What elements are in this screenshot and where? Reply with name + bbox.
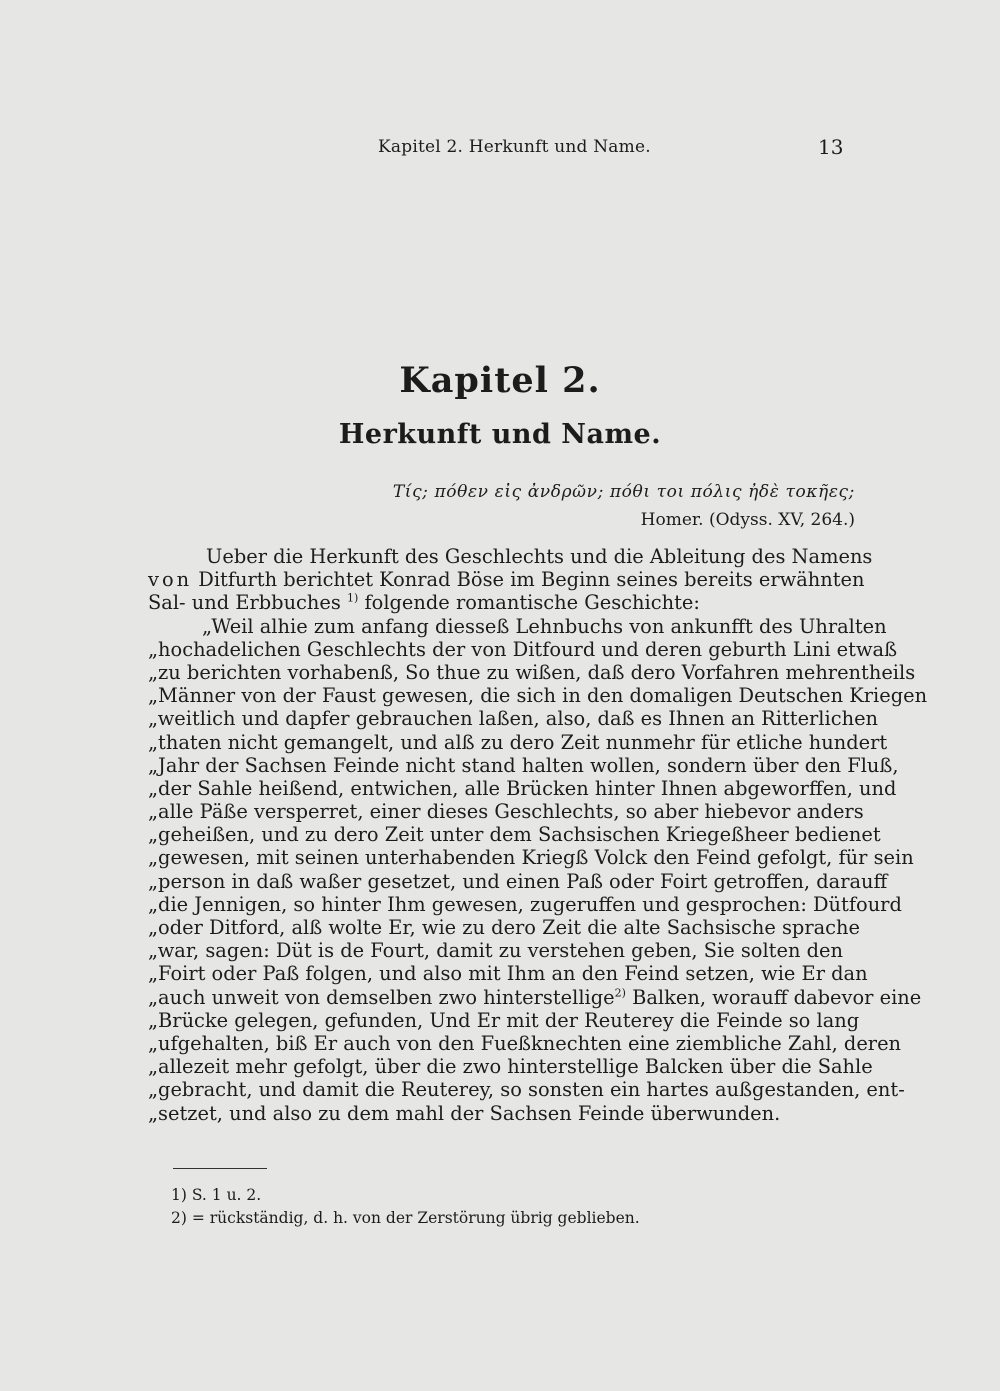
quote-line: „ufgehalten, biß Er auch von den Fueßknechten eine ziembliche Zahl, deren (148, 1031, 902, 1055)
quote-line: „zu berichten vorhabenß, So thue zu wißen, daß dero Vorfahren mehrentheils (148, 660, 916, 684)
quote-line: „alle Päße versperret, einer dieses Geschlechts, so aber hiebevor anders (148, 800, 864, 824)
quote-line: „geheißen, und zu dero Zeit unter dem Sachsischen Kriegeßheer bedienet (148, 823, 881, 847)
footnote-text: S. 1 u. 2. (191, 1186, 262, 1204)
quote-line (148, 985, 922, 1009)
running-head (0, 137, 1000, 161)
paragraph-line-text: Sal- und Erbbuches (148, 591, 341, 615)
paragraph-line: Ueber die Herkunft des Geschlechts und die Ableitung des Namens (206, 545, 873, 568)
quote-line: „weitlich und dapfer gebrauchen laßen, also, daß es Ihnen an Ritterlichen (148, 707, 879, 731)
quote-line: „Jahr der Sachsen Feinde nicht stand halten wollen, sondern über den Fluß, (148, 753, 899, 777)
spaced-word: von (148, 568, 193, 592)
epigraph-quote: Τίς; πόθεν εἰς ἀνδρῶν; πόθι τοι πόλις ἠδὲ τοκῆες; (392, 482, 855, 502)
quote-line: „gewesen, mit seinen unterhabenden Kriegß Volck den Feind gefolgt, für sein (148, 846, 914, 870)
quote-line-text: Balken, worauff dabevor eine (632, 985, 922, 1009)
quote-line: „Brücke gelegen, gefunden, Und Er mit der Reuterey die Feinde so lang (148, 1008, 860, 1032)
body-text (148, 545, 928, 1125)
footnote-text: = rückständig, d. h. von der Zerstörung übrig geblieben. (191, 1209, 640, 1227)
paragraph-line-text: folgende romantische Geschichte: (364, 591, 700, 615)
chapter-title: Herkunft und Name. (338, 419, 662, 450)
quote-line: „Foirt oder Paß folgen, und also mit Ihm an den Feind setzen, wie Er dan (148, 962, 868, 986)
footnote (171, 1184, 640, 1207)
quote-line: „war, sagen: Düt is de Fourt, damit zu verstehen geben, Sie solten den (148, 939, 843, 963)
epigraph-source: Homer. (Odyss. XV, 264.) (640, 510, 855, 530)
quote-line: „allezeit mehr gefolgt, über die zwo hinterstellige Balcken über die Sahle (148, 1055, 873, 1079)
quote-line: „gebracht, und damit die Reuterey, so sonsten ein hartes außgestanden, ent- (148, 1078, 905, 1102)
footnote-ref: 2) (614, 986, 626, 1000)
paragraph-line (148, 568, 865, 592)
quote-line: „thaten nicht gemangelt, und alß zu dero Zeit nunmehr für etliche hundert (148, 730, 888, 754)
footnote-ref: 1) (347, 591, 359, 605)
quote-line: „Weil alhie zum anfang diesseß Lehnbuchs von ankunfft des Uhralten (202, 614, 887, 638)
footnote-divider (173, 1168, 267, 1169)
paragraph-line (148, 591, 858, 614)
quote-line: „der Sahle heißend, entwichen, alle Brücken hinter Ihnen abgeworffen, und (148, 776, 897, 800)
quote-line: „person in daß waßer gesetzet, und einen Paß oder Foirt getroffen, darauff (148, 869, 888, 893)
quote-line-text: „auch unweit von demselben zwo hinterstellige (148, 985, 615, 1009)
paragraph-line-text: Ditfurth berichtet Konrad Böse im Beginn seines bereits erwähnten (198, 568, 865, 592)
footnotes (171, 1184, 640, 1230)
footnote-marker: 1) (171, 1186, 187, 1204)
running-head-title: Kapitel 2. Herkunft und Name. (378, 137, 651, 157)
quote-line: „oder Ditford, alß wolte Er, wie zu dero Zeit die alte Sachsische sprache (148, 916, 860, 939)
chapter-label: Kapitel 2. (399, 360, 601, 401)
footnote (171, 1207, 640, 1230)
quote-line: „die Jennigen, so hinter Ihm gewesen, zugeruffen und gesprochen: Dütfourd (148, 892, 902, 916)
epigraph (393, 482, 855, 530)
quote-line: „setzet, und also zu dem mahl der Sachsen Feinde überwunden. (148, 1101, 781, 1125)
footnote-marker: 2) (171, 1209, 187, 1227)
page-number: 13 (818, 135, 844, 159)
quote-line: „Männer von der Faust gewesen, die sich in den domaligen Deutschen Kriegen (148, 684, 928, 708)
quote-line: „hochadelichen Geschlechts der von Ditfourd und deren geburth Lini etwaß (148, 637, 898, 661)
